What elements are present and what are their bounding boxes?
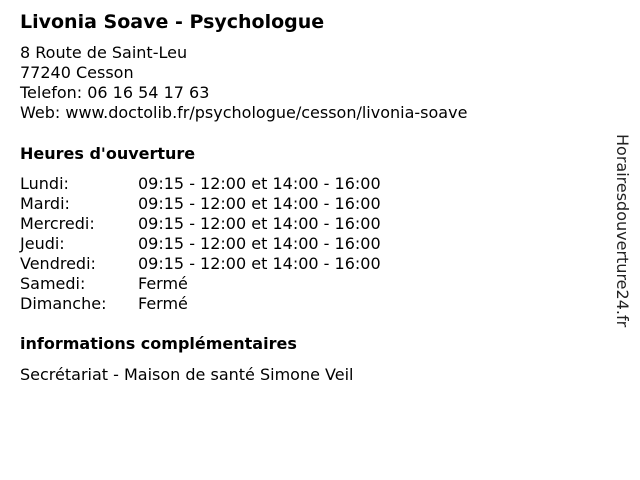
day-label: Vendredi: [20,254,96,273]
website-link[interactable]: Web: www.doctolib.fr/psychologue/cesson/livonia-soave [20,103,468,122]
hours-row-saturday [20,274,381,294]
address-block [20,43,467,123]
side-brand-watermark: Horairesdouverture24.fr [613,134,632,328]
day-hours: 09:15 - 12:00 et 14:00 - 16:00 [138,234,381,253]
info-heading: informations complémentaires [20,334,297,353]
hours-row-wednesday [20,214,381,234]
day-label: Samedi: [20,274,86,293]
day-hours: 09:15 - 12:00 et 14:00 - 16:00 [138,214,381,233]
day-hours: 09:15 - 12:00 et 14:00 - 16:00 [138,254,381,273]
hours-row-sunday [20,294,381,314]
hours-row-monday [20,174,381,194]
hours-row-friday [20,254,381,274]
day-hours: 09:15 - 12:00 et 14:00 - 16:00 [138,194,381,213]
hours-heading: Heures d'ouverture [20,144,196,163]
hours-table [20,174,381,314]
day-hours: Fermé [138,294,188,313]
hours-row-thursday [20,234,381,254]
day-hours: Fermé [138,274,188,293]
page-title: Livonia Soave - Psychologue [20,11,325,33]
day-label: Dimanche: [20,294,107,313]
day-label: Mardi: [20,194,70,213]
day-hours: 09:15 - 12:00 et 14:00 - 16:00 [138,174,381,193]
day-label: Mercredi: [20,214,95,233]
day-label: Jeudi: [20,234,65,253]
hours-row-tuesday [20,194,381,214]
address-city: 77240 Cesson [20,63,134,82]
info-text: Secrétariat - Maison de santé Simone Veil [20,365,354,384]
address-street: 8 Route de Saint-Leu [20,43,188,62]
day-label: Lundi: [20,174,69,193]
phone-number[interactable]: Telefon: 06 16 54 17 63 [20,83,210,102]
